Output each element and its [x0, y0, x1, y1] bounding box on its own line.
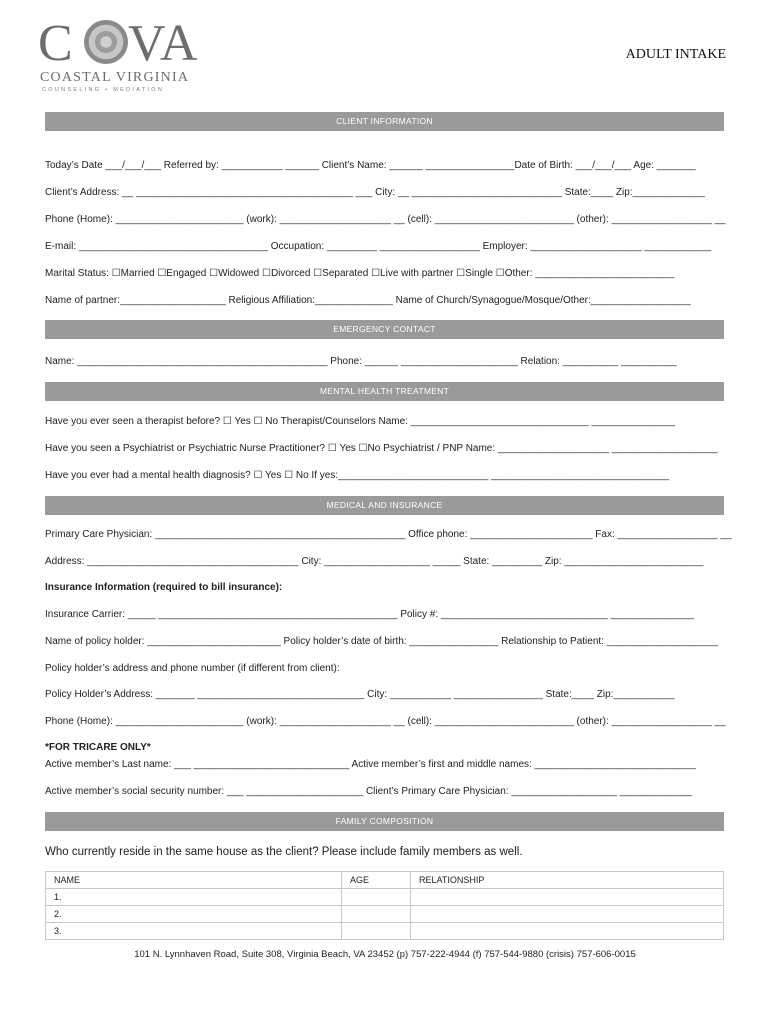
table-row: [46, 889, 724, 906]
family-table: [45, 871, 724, 940]
insurance-line-carrier[interactable]: Insurance Carrier: _____ ___________________________________________ Policy #: ______________________________ _______________: [45, 609, 694, 620]
row-relationship-cell[interactable]: [411, 906, 724, 923]
table-row: [46, 906, 724, 923]
insurance-heading: Insurance Information (required to bill insurance):: [45, 582, 283, 593]
row-name-cell[interactable]: 1.: [46, 889, 342, 906]
row-relationship-cell[interactable]: [411, 889, 724, 906]
row-relationship-cell[interactable]: [411, 923, 724, 940]
client-line-partner[interactable]: Name of partner:___________________ Religious Affiliation:______________ Name of Church/Synagogue/Mosque/Other:__________________: [45, 295, 691, 306]
logo-seal-icon: [84, 20, 128, 64]
client-line-marital[interactable]: Marital Status: ☐Married ☐Engaged ☐Widowed ☐Divorced ☐Separated ☐Live with partner ☐Single ☐Other: _________________________: [45, 268, 675, 279]
header-age: AGE: [342, 872, 411, 889]
client-line-email[interactable]: E-mail: __________________________________ Occupation: _________ __________________ Employer: ____________________ ____________: [45, 241, 712, 252]
logo-line2: COUNSELING • MEDIATION: [42, 87, 165, 93]
section-bar-medical: MEDICAL AND INSURANCE: [45, 496, 724, 515]
mental-line-diagnosis[interactable]: Have you ever had a mental health diagnosis? ☐ Yes ☐ No If yes:___________________________ ________________________________: [45, 470, 670, 481]
medical-line-phone[interactable]: Phone (Home): _______________________ (work): ____________________ __ (cell): _________________________ (other): __________________ __: [45, 716, 726, 727]
document-title: ADULT INTAKE: [625, 47, 726, 62]
table-row: [46, 923, 724, 940]
client-line-phone[interactable]: Phone (Home): _______________________ (work): ____________________ __ (cell): _________________________ (other): __________________ __: [45, 214, 726, 225]
logo-line1: COASTAL VIRGINIA: [40, 70, 190, 85]
footer-contact: 101 N. Lynnhaven Road, Suite 308, Virginia Beach, VA 23452 (p) 757-222-4944 (f) 757-544-9880 (crisis) 757-606-0015: [134, 949, 636, 960]
row-age-cell[interactable]: [342, 889, 411, 906]
cova-logo: C VA COASTAL VIRGINIA COUNSELING • MEDIATION: [38, 15, 199, 93]
family-table-header: [46, 872, 724, 889]
section-bar-family: FAMILY COMPOSITION: [45, 812, 724, 831]
tricare-heading: *FOR TRICARE ONLY*: [45, 742, 151, 753]
row-name-cell[interactable]: 2.: [46, 906, 342, 923]
section-bar-mental: MENTAL HEALTH TREATMENT: [45, 382, 724, 401]
row-name-cell[interactable]: 3.: [46, 923, 342, 940]
header-relationship: RELATIONSHIP: [411, 872, 724, 889]
section-bar-client: CLIENT INFORMATION: [45, 112, 724, 131]
tricare-line-names[interactable]: Active member’s Last name: ___ ____________________________ Active member’s first and middle names: _____________________________: [45, 759, 696, 770]
header-name: NAME: [46, 872, 342, 889]
row-age-cell[interactable]: [342, 906, 411, 923]
medical-line-holder-address[interactable]: Policy Holder’s Address: _______ ______________________________ City: ___________ ________________ State:____ Zip:___________: [45, 689, 675, 700]
client-line-date[interactable]: Today’s Date ___/___/___ Referred by: ___________ ______ Client’s Name: ______ ________________Date of Birth: ___/___/___ Age: _______: [45, 160, 696, 171]
row-age-cell[interactable]: [342, 923, 411, 940]
mental-line-psychiatrist[interactable]: Have you seen a Psychiatrist or Psychiatric Nurse Practitioner? ☐ Yes ☐No Psychiatrist / PNP Name: ____________________ ___________________: [45, 443, 718, 454]
medical-line-address[interactable]: Address: ______________________________________ City: ___________________ _____ State: _________ Zip: _________________________: [45, 556, 704, 567]
family-question: Who currently reside in the same house as the client? Please include family members as well.: [45, 846, 523, 858]
tricare-line-ssn[interactable]: Active member’s social security number: ___ _____________________ Client’s Primary Care Physician: ___________________ _____________: [45, 786, 693, 797]
emergency-line[interactable]: Name: _____________________________________________ Phone: ______ _____________________ Relation: __________ __________: [45, 356, 677, 367]
mental-line-therapist[interactable]: Have you ever seen a therapist before? ☐ Yes ☐ No Therapist/Counselors Name: ________________________________ _______________: [45, 416, 675, 427]
medical-line-holder-address-note: Policy holder’s address and phone number (if different from client):: [45, 663, 340, 674]
client-line-address[interactable]: Client’s Address: __ _______________________________________ ___ City: __ ___________________________ State:____ Zip:_____________: [45, 187, 705, 198]
section-bar-emergency: EMERGENCY CONTACT: [45, 320, 724, 339]
medical-line-physician[interactable]: Primary Care Physician: _____________________________________________ Office phone: ______________________ Fax: __________________ __: [45, 529, 732, 540]
insurance-line-holder[interactable]: Name of policy holder: ________________________ Policy holder’s date of birth: ________________ Relationship to Patient: ____________________: [45, 636, 718, 647]
